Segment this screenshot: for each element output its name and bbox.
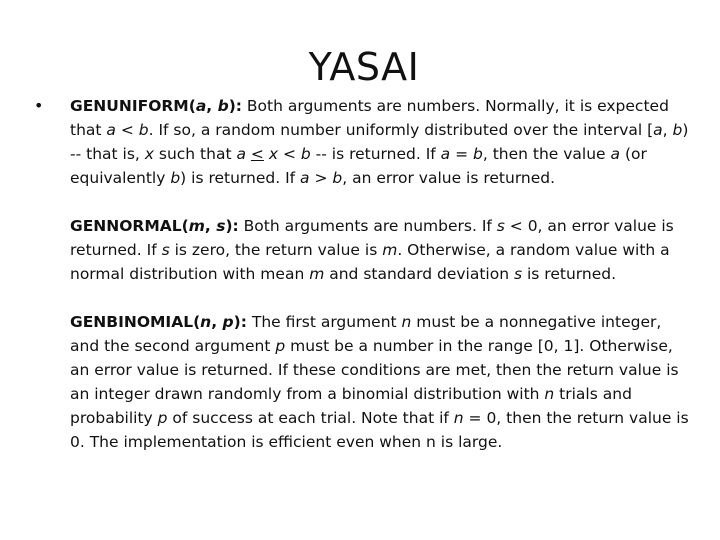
text-run: , bbox=[662, 121, 673, 139]
text-run: ): bbox=[228, 97, 242, 115]
text-run: n bbox=[401, 313, 412, 331]
text-run: p bbox=[222, 313, 234, 331]
paragraph-gennormal bbox=[70, 214, 692, 286]
text-run: b bbox=[138, 121, 149, 139]
text-run: The first argument bbox=[246, 313, 402, 331]
text-run: a bbox=[440, 145, 451, 163]
paragraph-text bbox=[70, 313, 689, 451]
text-run: must be a nonnegative integer, and the second argument bbox=[70, 313, 662, 355]
text-run: m bbox=[382, 241, 398, 259]
text-run: ) -- that is, bbox=[70, 121, 689, 163]
text-run: is returned. bbox=[522, 265, 616, 283]
text-run: of success at each trial. Note that if bbox=[167, 409, 454, 427]
text-run: Both arguments are numbers. If bbox=[238, 217, 497, 235]
text-run: x bbox=[144, 145, 154, 163]
text-run: such that bbox=[153, 145, 237, 163]
text-run: n bbox=[453, 409, 464, 427]
text-run: < bbox=[278, 145, 301, 163]
paragraph-genuniform bbox=[34, 94, 692, 190]
text-run: s bbox=[161, 241, 170, 259]
text-run: b bbox=[170, 169, 181, 187]
text-run: n bbox=[200, 313, 212, 331]
text-run: , bbox=[204, 217, 217, 235]
text-run: GENBINOMIAL( bbox=[70, 313, 201, 331]
text-run: a bbox=[300, 169, 310, 187]
text-run: x bbox=[268, 145, 279, 163]
text-run: p bbox=[157, 409, 168, 427]
text-run: s bbox=[513, 265, 523, 283]
text-run: , then the value bbox=[482, 145, 611, 163]
text-run: GENUNIFORM( bbox=[70, 97, 196, 115]
text-run: b bbox=[473, 145, 483, 163]
text-run: trials and probability bbox=[70, 385, 632, 427]
text-run: a bbox=[653, 121, 663, 139]
text-run: GENNORMAL( bbox=[70, 217, 189, 235]
text-run: > bbox=[309, 169, 333, 187]
text-run: (or equivalently bbox=[70, 145, 647, 187]
text-run: , an error value is returned. bbox=[342, 169, 556, 187]
text-run: a bbox=[236, 145, 246, 163]
text-run: = bbox=[450, 145, 473, 163]
text-run: , bbox=[206, 97, 218, 115]
text-run: , bbox=[211, 313, 223, 331]
text-run: b bbox=[332, 169, 343, 187]
paragraph-genbinomial bbox=[70, 310, 692, 454]
text-run: ): bbox=[225, 217, 239, 235]
text-run: must be a number in the range [0, 1]. Otherwise, an error value is returned. If these conditions are met, then the return value is an integer drawn randomly from a binomial distribution with bbox=[70, 337, 679, 403]
text-run: -- is returned. If bbox=[310, 145, 441, 163]
text-run: a bbox=[106, 121, 116, 139]
text-run: . Otherwise, a random value with a normal distribution with mean bbox=[70, 241, 670, 283]
text-run: a bbox=[610, 145, 621, 163]
text-run: s bbox=[496, 217, 505, 235]
text-run: b bbox=[672, 121, 683, 139]
text-run: a bbox=[195, 97, 207, 115]
text-run: < bbox=[115, 121, 139, 139]
text-run: ) is returned. If bbox=[180, 169, 301, 187]
text-run: ): bbox=[233, 313, 247, 331]
paragraph-text bbox=[70, 97, 688, 187]
text-run: < 0, an error value is returned. If bbox=[70, 217, 674, 259]
bullet-icon: • bbox=[34, 96, 44, 115]
text-run: . If so, a random number uniformly distributed over the interval [ bbox=[148, 121, 654, 139]
slide-body bbox=[34, 94, 692, 478]
text-run: m bbox=[188, 217, 205, 235]
text-run: p bbox=[275, 337, 286, 355]
slide-title: YASAI bbox=[308, 45, 420, 89]
text-run: n bbox=[544, 385, 555, 403]
text-run: is zero, the return value is bbox=[169, 241, 383, 259]
text-run: b bbox=[300, 145, 311, 163]
text-run: Both arguments are numbers. Normally, it is expected that bbox=[70, 97, 669, 139]
text-run: b bbox=[217, 97, 229, 115]
text-run: < bbox=[250, 145, 264, 163]
text-run: m bbox=[309, 265, 325, 283]
text-run: s bbox=[216, 217, 226, 235]
paragraph-text bbox=[70, 217, 674, 283]
text-run: and standard deviation bbox=[324, 265, 514, 283]
text-run: = 0, then the return value is 0. The implementation is efficient even when n is large. bbox=[70, 409, 689, 451]
